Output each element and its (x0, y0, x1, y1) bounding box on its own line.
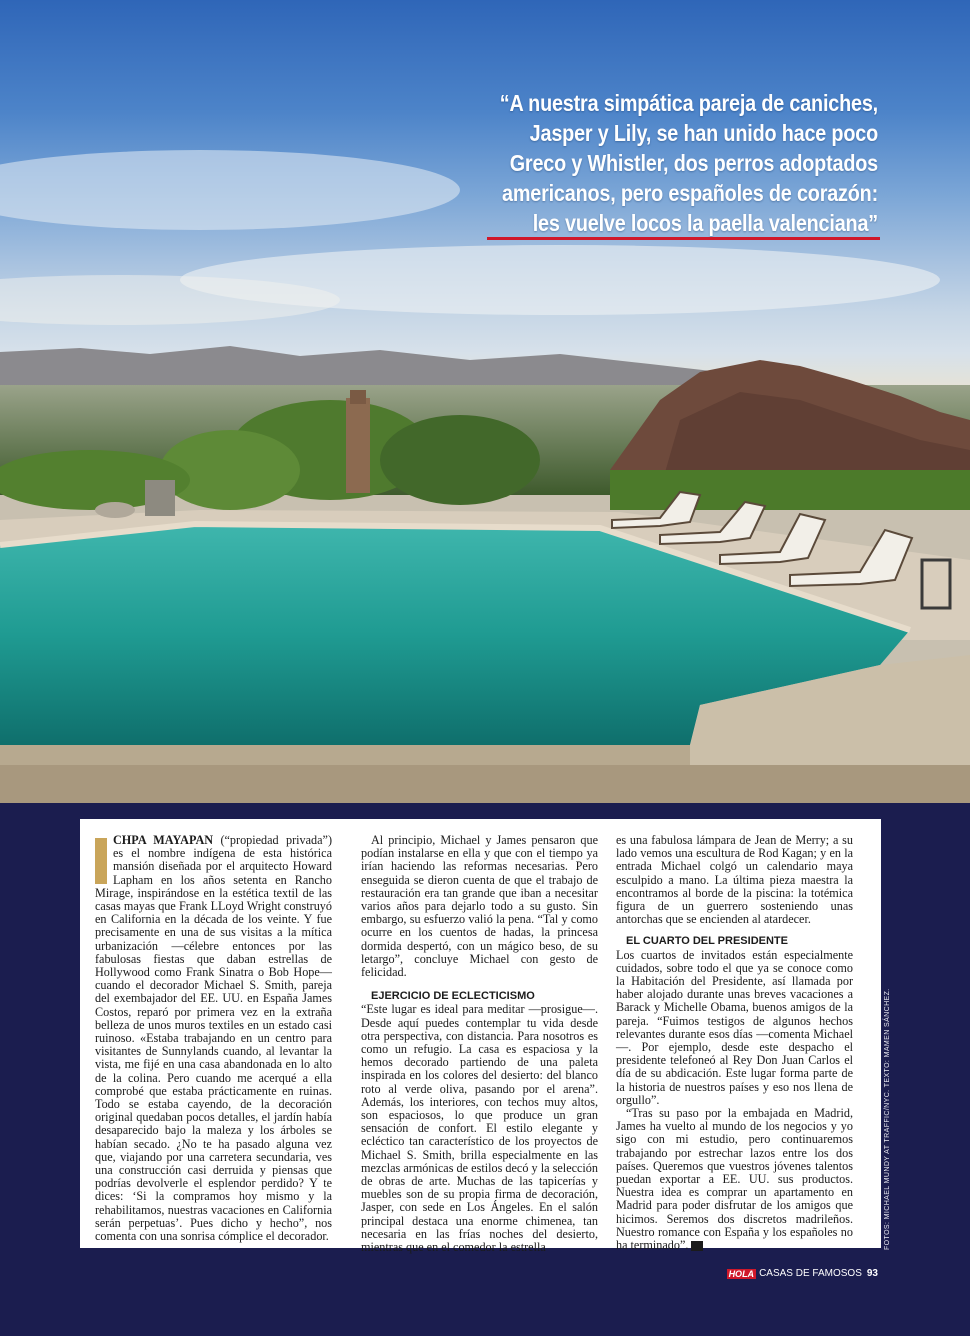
lead-in: CHPA MAYAPAN (113, 833, 214, 847)
paragraph-text: “Tras su paso por la embajada en Madrid, James ha vuelto al mundo de los negocios y yo sigo con mi estudio, pero continuaremos trabajando por estrechar lazos entre los dos países. Queremos que vuestros jóvenes talentos puedan exportar a EE. UU. sus productos. Nuestra idea es comprar un apartamento en Madrid para poder disfrutar de los amigos que hicimos. Seremos dos discretos madrileños. Nuestro romance con España y los españoles no ha terminado”. (616, 1106, 853, 1253)
article-text-box (80, 819, 881, 1255)
pull-quote-line: les vuelve locos la paella valenciana” (532, 210, 878, 236)
article-paragraph (616, 1107, 853, 1252)
page-number: 93 (866, 1268, 878, 1279)
pull-quote-line: “A nuestra simpática pareja de caniches, (499, 90, 878, 116)
article-paragraph: Al principio, Michael y James pensaron que podían instalarse en ella y que con el tiempo ya irían haciendo las reformas necesarias. Pero enseguida se dieron cuenta de que el trabajo de restauración era tan grande que iban a necesitar varios años para dejarlo todo a su gusto. Sin embargo, su esfuerzo valió la pena. “Tal y como ocurre en los cuentos de hadas, la princesa dormida despertó, con un mágico beso, de su letargo”, concluye Michael con gesto de felicidad. (361, 833, 598, 980)
article-paragraph: es una fabulosa lámpara de Jean de Merry; a su lado vemos una escultura de Rod Kagan; y en la entrada Michael colgó un calendario maya esculpido a mano. La última pieza maestra la encontramos al borde de la piscina: la totémica figura de un guerrero sosteniendo unas antorchas que se encienden al atardecer. (616, 833, 853, 927)
magazine-logo: HOLA (728, 1268, 755, 1279)
end-mark-icon (691, 1241, 703, 1251)
pull-quote-line: americanos, pero españoles de corazón: (501, 180, 878, 206)
article-column-3 (616, 834, 853, 1252)
pull-quote-rule (487, 237, 880, 240)
subheading: EL CUARTO DEL PRESIDENTE (626, 935, 788, 948)
article-paragraph: Los cuartos de invitados están especialmente cuidados, sobre todo el que ya se conoce como la Habitación del Presidente, así llamada por haber alojado durante unas breves vacaciones a Barack y Michelle Obama, buenos amigos de la pareja. “Fuimos testigos de algunos hechos relevantes durante esos días —comenta Michael—. Por ejemplo, desde este despacho el presidente telefoneó al Rey Don Juan Carlos el día de su abdicación. Este lugar forma parte de la historia de nuestros países y eso nos llena de orgullo”. (616, 947, 853, 1107)
page-footer (727, 1268, 878, 1279)
article-column-1 (95, 834, 332, 1243)
article-paragraph: “Este lugar es ideal para meditar —prosigue—. Desde aquí puedes contemplar tu vida desde otra perspectiva, con distancia. Para nosotros es como un refugio. La casa es espaciosa y la hemos decorado partiendo de una paleta inspirada en los colores del desierto: del blanco roto al verde oliva, pasando por el arena”. Además, los interiores, con techos muy altos, son espaciosos, lo que produce un gran sensación de confort. El estilo elegante y ecléctico tan característico de los proyectos de Michael S. Smith, brilla especialmente en las mezclas armónicas de estilos decó y la selección de obras de arte. Muchas de las tapicerías y muebles son de su propia firma de decoración, Jasper, con sede en Los Ángeles. En el salón principal destaca una enorme chimenea, tan necesaria en las frías noches del desierto, mientras que en el comedor la estrella (361, 1002, 598, 1255)
photo-credit (884, 960, 902, 1250)
pull-quote (474, 88, 878, 238)
pull-quote-line: Greco y Whistler, dos perros adoptados (509, 150, 878, 176)
paragraph-text: (“propiedad privada”) es el nombre indígena de esta histórica mansión diseñada por el arquitecto Howard Lapham en los años setenta en Rancho Mirage, inspirándose en la estética textil de las casas mayas que Frank LLoyd Wright construyó en California en la década de los veinte. Y fue precisamente en una de sus visitas a la mítica urbanización —célebre entonces por las fabulosas fiestas que daban estrellas de Hollywood como Frank Sinatra o Bob Hope— cuando el decorador Michael S. Smith, pareja del exembajador del EE. UU. en España James Costos, reparó por primera vez en la extraña belleza de unos muros textiles en un estado casi ruinoso. «Estaba trabajando en un centro para visitantes de Sunnylands cuando, al levantar la vista, me fijé en una casa abandonada en lo alto de la colina. Pero cuando me acerqué a ella comprobé que estaba prácticamente en ruinas. Todo se estaba cayendo, de la decoración original quedaban pocos detalles, el jardín había desaparecido bajo la maleza y los árboles se habían secado. ¿No te ha pasado alguna vez que, viajando por una carretera secundaria, ves una construcción casi derruida y piensas que podrías devolverle el esplendor perdido? Y te dices: ‘Si la compramos hoy mismo y la rehabilitamos, nuestras vacaciones en California serán perpetuas’. Pues dicho y hecho”, nos comenta con una sonrisa cómplice el decorador. (95, 833, 332, 1244)
article-paragraph (95, 834, 332, 1243)
subheading: EJERCICIO DE ECLECTICISMO (371, 990, 535, 1003)
article-column-2 (361, 834, 598, 1254)
pull-quote-line: Jasper y Lily, se han unido hace poco (529, 120, 878, 146)
section-name: CASAS DE FAMOSOS (759, 1268, 862, 1279)
drop-cap (95, 838, 107, 884)
photo-credit-text: FOTOS: MICHAEL MUNDY AT TRAFFIC/NYC. TEXTO: MAMEN SÁNCHEZ. (884, 988, 891, 1250)
